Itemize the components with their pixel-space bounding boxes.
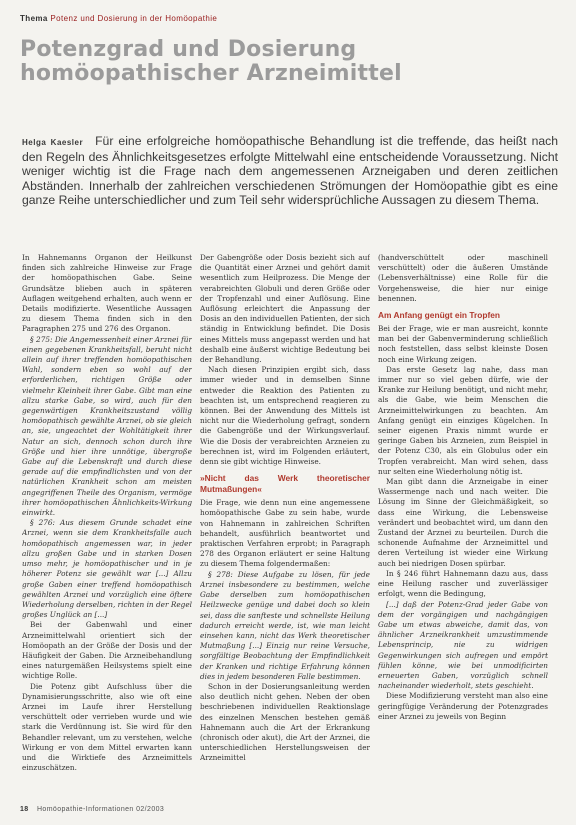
column-3 xyxy=(378,253,548,798)
section-kicker xyxy=(20,14,217,23)
subheading: »Nicht das Werk theoretischer Mutmaßungen« xyxy=(200,473,370,495)
quote-paragraph: § 278: Diese Aufgabe zu lösen, für jede Arznei insbesondere zu bestimmen, welche Gabe derselben zum homöopathischen Heilzwecke genüge und dabei doch so klein sei, dass die sanfteste und schnellste Heilung dadurch erreicht werde, ist, wie man leicht einsehen kann, nicht das Werk theoretischer Mutmaßung [...] Einzig nur reine Versuche, sorgfältige Beobachtung der Empfindlichkeit der Kranken und richtige Erfahrung können dies in jedem besonderen Falle bestimmen. xyxy=(200,569,370,681)
paragraph: Man gibt dann die Arzneigabe in einer Wassermenge nach und nach weiter. Die Lösung im Sinne der Gleichmäßigkeit, so dass eine Wirkung, die Lebensweise verändert und beobachtet wird, um dann den Zustand der Arznei zu beurteilen. Durch die schonende Aufnahme der Arzneimittel und deren Verteilung ist wieder eine Wirkung auch bei niedrigen Dosen spürbar. xyxy=(378,477,548,568)
quote-paragraph: § 276: Aus diesem Grunde schadet eine Arznei, wenn sie dem Krankheitsfalle auch homöopathisch angemessen war, in jeder allzu großen Gabe und in starken Dosen umso mehr, je homöopathischer und in je höherer Potenz sie gewählt war [...] Allzu große Gaben einer treffend homöopathisch gewählten Arznei und vorzüglich eine öftere Wiederholung derselben, richten in der Regel großes Unglück an [...] xyxy=(22,518,192,620)
lead-text: Für eine erfolgreiche homöopathische Behandlung ist die treffende, das heißt nach den Regeln des Ähnlichkeitsgesetzes erfolgte Mittelwahl eine entscheidende Voraussetzung. Nicht weniger wichtig ist die Frage nach dem angemessenen Arzneigaben und deren zeitlichen Abständen. Innerhalb der zahlreichen verschiedenen Strömungen der Homöopathie gibt es eine ganze Reihe unterschiedlicher und zum Teil sehr widersprüchliche Aussagen zu diesem Thema. xyxy=(22,134,559,207)
article-lead xyxy=(22,134,558,207)
page-number: 18 xyxy=(20,806,29,813)
journal-name: Homöopathie-Informationen xyxy=(36,806,134,813)
journal-issue: 02/2003 xyxy=(136,806,165,813)
article-title: Potenzgrad und Dosierung homöopathischer Arzneimittel xyxy=(20,37,402,86)
section-label: Thema xyxy=(20,14,48,23)
article-author: Helga Kaesler xyxy=(22,138,84,147)
paragraph: Schon in der Dosierungsanleitung werden also deutlich nicht gehen. Neben der oben beschriebenen individuellen Reaktionslage des einzelnen Menschen bestehen gemäß Hahnemann auch die Art der Erkrankung (chronisch oder akut), die Art der Arznei, die unterschiedlichen Herstellungsweisen der Arzneimittel xyxy=(200,681,370,763)
column-2 xyxy=(200,253,370,798)
paragraph: (handverschüttelt oder maschinell verschüttelt) oder die äußeren Umstände (Lebensverhältnisse) eine Rolle für die Vorgehensweise, die hier nur einige benennen. xyxy=(378,253,548,303)
paragraph: Diese Modifizierung versteht man also eine geringfügige Veränderung der Potenzgrades einer Arznei zu jeweils von Beginn xyxy=(378,691,548,721)
page-footer xyxy=(20,806,164,813)
column-1 xyxy=(22,253,192,798)
subheading: Am Anfang genügt ein Tropfen xyxy=(378,310,501,321)
quote-paragraph: § 275: Die Angemessenheit einer Arznei für einen gegebenen Krankheitsfall, beruht nicht allein auf ihrer treffenden homöopathischen Wahl, sondern eben so wohl auf der erforderlichen, richtigen Größe oder vielmehr Kleinheit ihrer Gabe. Gibt man eine allzu starke Gabe, so wird, auch für den gegenwärtigen Krankheitszustand völlig homöopathisch gewählte Arznei, ob sie gleich an, sie, ungeachtet der Wohltätigkeit ihrer Natur an sich, dennoch schon durch ihre Größe und hier ihre unnötige, übergroße Gabe auf die Lebenskraft und durch diese gerade auf die empfindlichsten und von der natürlichen Krankheit schon am meisten angegriffenen Theile des Organism, vermöge ihrer homöopathischen Ähnlichkeits-Wirkung einwirkt. xyxy=(22,334,192,518)
paragraph: In § 246 führt Hahnemann dazu aus, dass eine Heilung rascher und zuverlässiger erfolgt, wenn die Bedingung, xyxy=(378,568,548,599)
paragraph: Bei der Frage, wie er man ausreicht, konnte man bei der Gabenverminderung schließlich noch feststellen, dass selbst kleinste Dosen noch eine Wirkung zeigen. xyxy=(378,324,548,364)
paragraph: Der Gabengröße oder Dosis bezieht sich auf die Quantität einer Arznei und gehört damit wesentlich zum Heilprozess. Die Menge der verabreichten Globuli und deren Größe oder der Tropfenzahl und einer Auflösung. Eine Auflösung erleichtert die Anpassung der Dosis an den individuellen Patienten, der sich ständig in Entwicklung befindet. Die Dosis eines Mittels muss angepasst werden und hat deshalb eine äußerst wichtige Bedeutung bei der Behandlung. xyxy=(200,253,370,365)
paragraph: Die Potenz gibt Aufschluss über die Dynamisierungsschritte, also wie oft eine Arznei im Laufe ihrer Herstellung verschüttelt oder verrieben wurde und wie stark die Verdünnung ist. Sie wird für den Behandler relevant, um zu verstehen, welche Wirkung er von dem Mittel erwarten kann und die Wirktiefe des Arzneimittels einzuschätzen. xyxy=(22,681,192,773)
section-topic: Potenz und Dosierung in der Homöopathie xyxy=(50,14,218,23)
paragraph: Nach diesen Prinzipien ergibt sich, dass immer wieder und in demselben Sinne entweder die Reaktion des Patienten zu beachten ist, um entsprechend reagieren zu können. Bei der Anwendung des Mittels ist nicht nur die Wiederholung gefragt, sondern die Gabengröße und der Wirkungsverlauf. Wie die Dosis der verabreichten Arzneien zu berechnen ist, wird im Folgenden erläutert, denn sie gibt wichtige Hinweise. xyxy=(200,365,370,467)
quote-paragraph: [...] daß der Potenz-Grad jeder Gabe von dem der vorgängigen und nachgängigen Gabe um etwas abweiche, damit das, von ähnlicher Arzneikrankheit umzustimmende Lebensprincip, nie zu widrigen Gegenwirkungen sich aufregen und empört fühlen könne, wie bei unmodificirten erneuerten Gaben, vorzüglich schnell nacheinander wiederholt, stets geschieht. xyxy=(378,599,548,691)
paragraph: Bei der Gabenwahl und einer Arzneimittelwahl orientiert sich der Homöopath an der Größe der Dosis und der Häufigkeit der Gaben. Die Arzneibehandlung eines naturgemäßen Heilsystems spielt eine wichtige Rolle. xyxy=(22,620,192,681)
paragraph: Das erste Gesetz lag nahe, dass man immer nur so viel geben dürfe, wie der Kranke zur Heilung benötigt, und nicht mehr, als die Gabe, wie beim Menschen die Arzneimittelwirkungen zu beachten. Am Anfang genügt ein einziges Kügelchen. In seiner eigenen Praxis nimmt wurde er geringe Gaben bis Arzneien, zum Beispiel in der Potenz C30, als ein Globulus oder ein Tropfen verabreicht. Man wird sehen, dass nur selten eine Wiederholung nötig ist. xyxy=(378,364,548,476)
paragraph: In Hahnemanns Organon der Heilkunst finden sich zahlreiche Hinweise zur Frage der homöopathischen Gabe. Seine Grundsätze blieben auch in späteren Auflagen weitgehend erhalten, auch wenn er Details modifizierte. Wesentliche Aussagen zu diesem Thema finden sich in den Paragraphen 275 und 276 des Organon. xyxy=(22,253,192,334)
paragraph: Die Frage, wie denn nun eine angemessene homöopathische Gabe zu sein habe, wurde von Hahnemann in zahlreichen Schriften behandelt, ausführlich beantwortet und praktischen Verfahren erprobt; in Paragraph 278 des Organon erläutert er seine Haltung zu diesem Thema folgendermaßen: xyxy=(200,498,370,569)
